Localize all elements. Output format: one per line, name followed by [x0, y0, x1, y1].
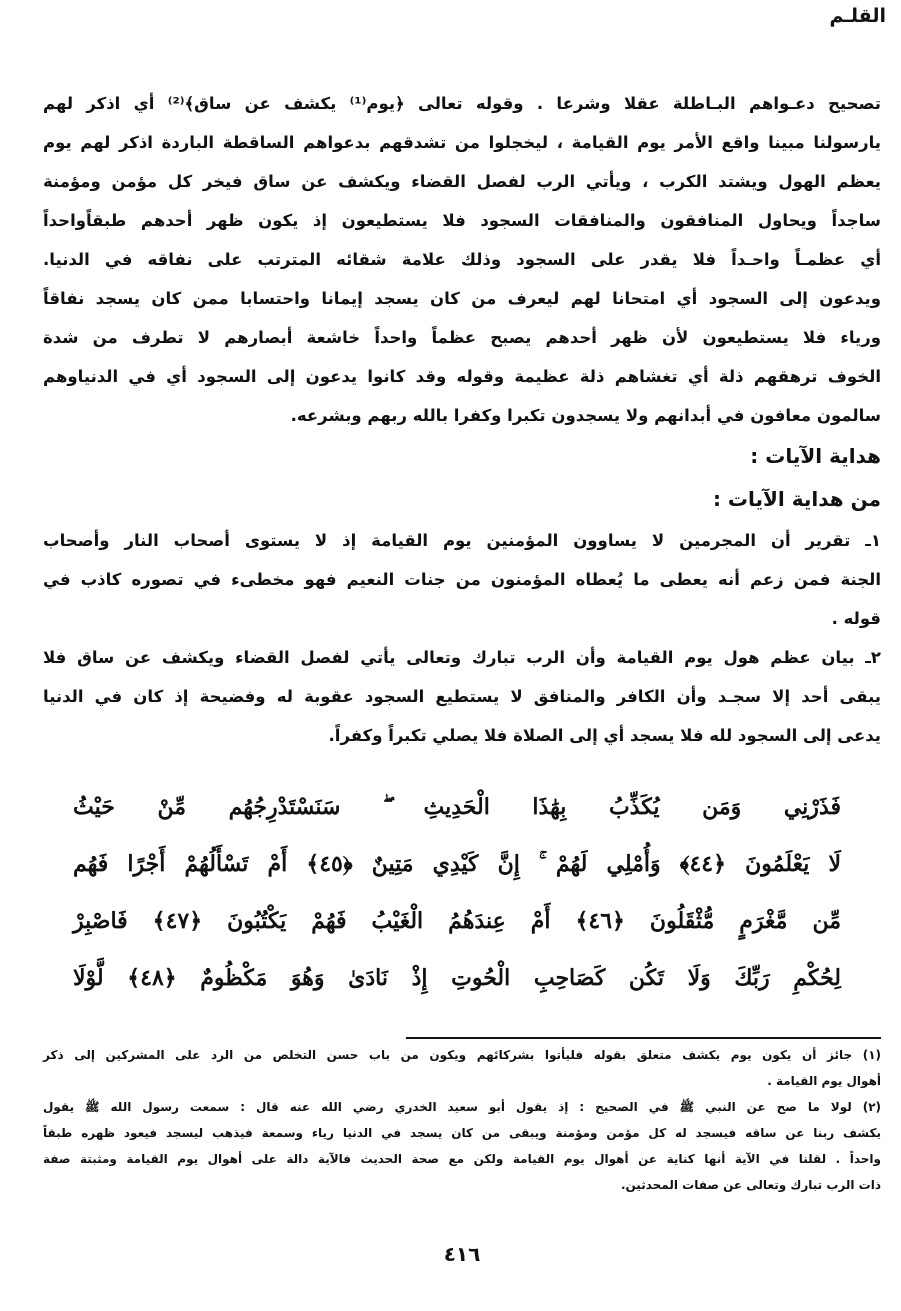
- text-line: يبقى أحد إلا سجـد وأن الكافر والمنافق لا يستطيع السجود عقوبة له وفضيحة إذ كان في الدنيا: [43, 687, 881, 706]
- text-line: سالمون معافون في أبدانهم ولا يسجدون تكبرا وكفرا بالله ربهم وبشرعه.: [290, 406, 881, 425]
- body-paragraph-2: [43, 279, 881, 435]
- footnotes: [43, 1042, 881, 1198]
- footnote-line: واحداً . لقلنا في الآية أنها كناية عن أهوال يوم القيامة ولكن مع صحة الحديث فالآية دالة على أهوال يوم القيامة ومثبتة صفة: [43, 1152, 881, 1166]
- verse-line: فَذَرْنِي وَمَن يُكَذِّبُ بِهَٰذَا الْحَدِيثِ ۖ سَنَسْتَدْرِجُهُم مِّنْ حَيْثُ: [73, 794, 841, 820]
- text-line: ورياء فلا يستطيعون لأن ظهر أحدهم يصبح عظماً واحداً خاشعة أبصارهم لا تطرف من شدة: [43, 328, 881, 347]
- text-line: أي عظمـاً واحـداً فلا يقدر على السجود وذلك علامة شقائه المترتب على نفاقه في الدنيا.: [43, 250, 881, 269]
- text-line: يدعى إلى السجود لله فلا يسجد أي إلى الصلاة فلا يصلي تكبراً وكفراً.: [328, 726, 881, 745]
- quran-verses: [43, 779, 881, 1007]
- running-header-surah-title: القلـم: [829, 5, 886, 27]
- text-line: ويدعون إلى السجود أي امتحانا لهم ليعرف من كان يسجد إيمانا واحتسابا ممن كان يسجد نفاقاً: [43, 289, 881, 308]
- footnote-line: (٢) لولا ما صح عن النبي ﷺ في الصحيح : إذ يقول أبو سعيد الخدري رضي الله عنه قال : سمعت رسول الله ﷺ يقول: [43, 1100, 881, 1114]
- text-line: ٢ـ بيان عظم هول يوم القيامة وأن الرب تبارك وتعالى يأتي لفصل القضاء ويكشف عن ساق فلا: [43, 648, 881, 667]
- text-line: الخوف ترهقهم ذلة أي تغشاهم ذلة عظيمة وقوله وقد كانوا يدعون إلى السجود أي في الدنياوهم: [43, 367, 881, 386]
- section-heading: هداية الآيات :: [750, 444, 881, 468]
- verse-line: لَا يَعْلَمُونَ ﴿٤٤﴾ وَأُمْلِي لَهُمْ ۚ إِنَّ كَيْدِي مَتِينٌ ﴿٤٥﴾ أَمْ تَسْأَلُهُمْ أَجْرًا فَهُم: [73, 851, 842, 877]
- text-line: ساجداً ويحاول المنافقون والمنافقات السجود فلا يستطيعون إذ يكون ظهر أحدهم طبقاًواحداً: [43, 211, 881, 230]
- guidance-item-2: [43, 638, 881, 755]
- text-line: يارسولنا مبينا واقع الأمر يوم القيامة ، ليخجلوا من تشدقهم بدعواهم الساقطة الباردة اذكر لهم يوم: [43, 133, 881, 152]
- footnote-divider: [406, 1037, 881, 1039]
- footnote-line: (١) جائز أن يكون يوم يكشف متعلق بقوله فليأتوا بشركائهم ويكون من باب حسن التخلص من الرد على المشركين إلى ذكر: [43, 1048, 881, 1062]
- verse-line: مِّن مَّغْرَمٍ مُّثْقَلُونَ ﴿٤٦﴾ أَمْ عِندَهُمُ الْغَيْبُ فَهُمْ يَكْتُبُونَ ﴿٤٧﴾ فَاصْبِرْ: [73, 908, 841, 934]
- text-line: ١ـ تقرير أن المجرمين لا يساوون المؤمنين يوم القيامة إذ لا يستوى أصحاب النار وأصحاب: [43, 531, 881, 550]
- text-line: يعظم الهول ويشتد الكرب ، ويأتي الرب لفصل القضاء ويكشف عن ساق فيخر كل مؤمن ومؤمنة: [43, 172, 881, 191]
- footnote-line: ذات الرب تبارك وتعالى عن صفات المحدثين.: [620, 1178, 881, 1192]
- page-number: ٤١٦: [443, 1242, 481, 1266]
- text-line: قوله .: [831, 609, 881, 628]
- verse-line: لِحُكْمِ رَبِّكَ وَلَا تَكُن كَصَاحِبِ الْحُوتِ إِذْ نَادَىٰ وَهُوَ مَكْظُومٌ ﴿٤٨﴾ لَّوْلَا: [73, 965, 841, 991]
- text-line: تصحيح دعـواهم البـاطلة عقلا وشرعا . وقوله تعالى ﴿يوم⁽¹⁾ يكشف عن ساق﴾⁽²⁾ أي اذكر لهم: [43, 94, 881, 113]
- text-line: الجنة فمن زعم أنه يعطى ما يُعطاه المؤمنون من جنات النعيم فهو مخطىء في تصوره كاذب في: [43, 570, 881, 589]
- footnote-line: يكشف ربنا عن ساقه فيسجد له كل مؤمن ومؤمنة ويبقى من كان يسجد في الدنيا رياء وسمعة فيذهب ليسجد فيعود ظهره طبقاً: [43, 1126, 881, 1140]
- guidance-item-1: [43, 521, 881, 638]
- section-subheading: من هداية الآيات :: [712, 487, 881, 511]
- body-paragraph-1: [43, 84, 881, 279]
- footnote-line: أهوال يوم القيامة .: [767, 1074, 881, 1088]
